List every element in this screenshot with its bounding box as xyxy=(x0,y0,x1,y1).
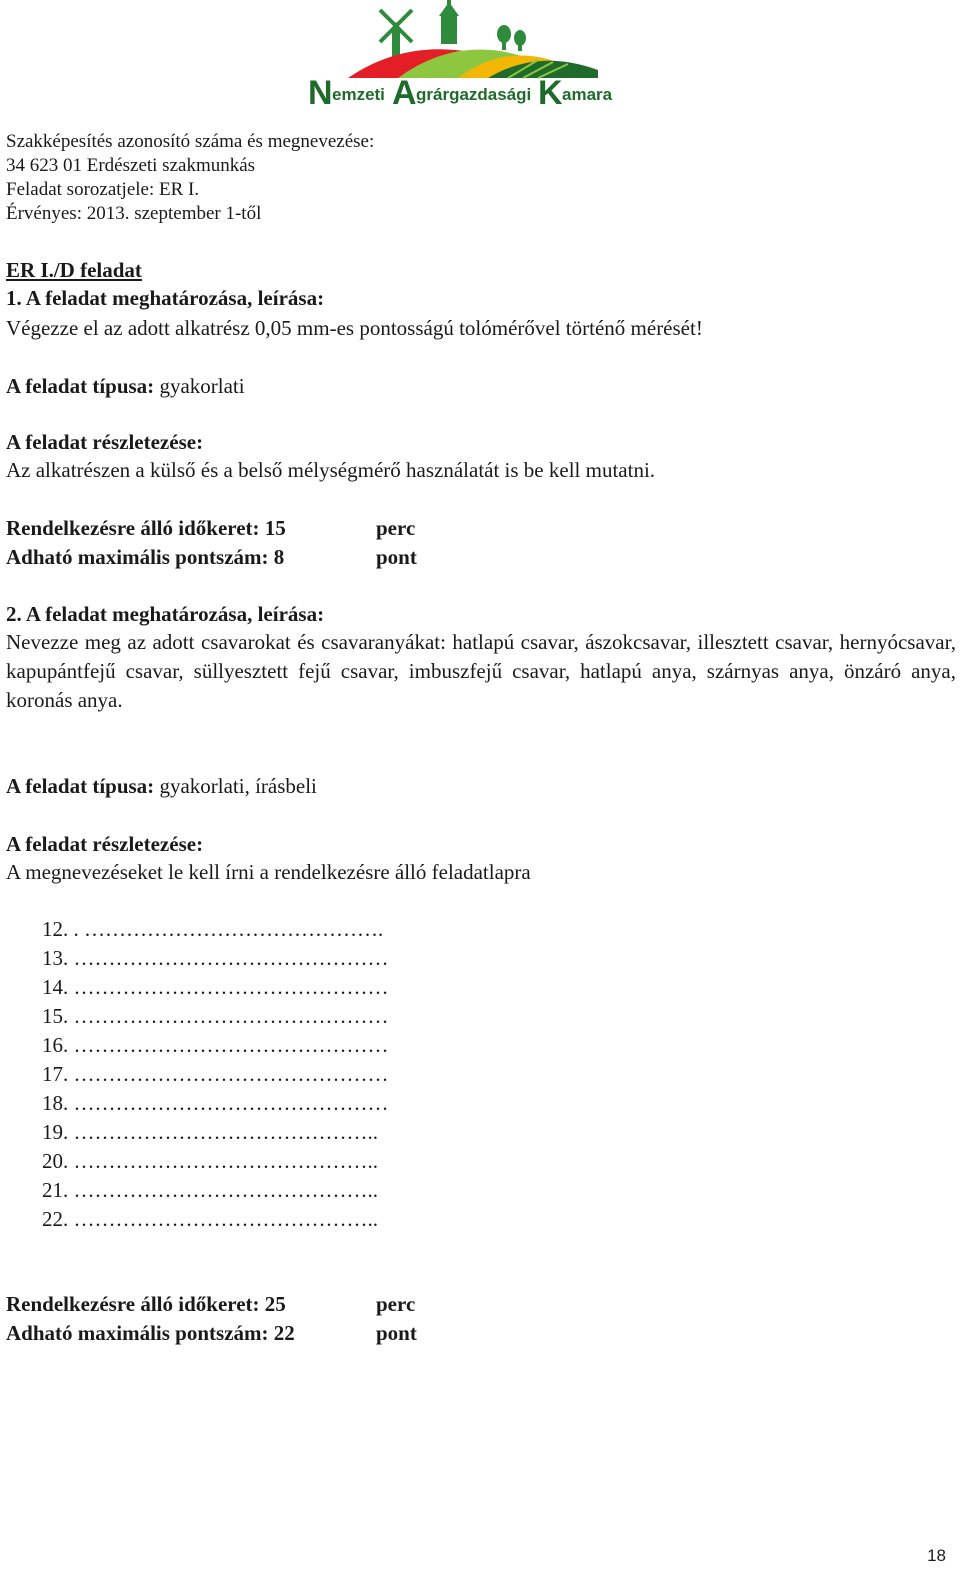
section-2-text: Nevezze meg az adott csavarokat és csavaranyákat: hatlapú csavar, ászokcsavar, illesztett csavar, hernyócsavar, kapupántfejű csavar, süllyesztett fejű csavar, imbuszfejű csavar, hatlapú anya, szárnyas anya, önzáró anya, koronás anya. xyxy=(6,630,956,712)
section-2-time-unit: perc xyxy=(376,1292,416,1316)
nak-logo xyxy=(308,0,632,110)
list-item: 12. . ……………………………………. xyxy=(42,917,384,941)
nak-logo-graphic xyxy=(308,0,632,110)
logo-letter-k: K xyxy=(538,74,563,110)
section-1-type-label: A feladat típusa: xyxy=(6,374,155,398)
list-item: 19. …………………………………….. xyxy=(42,1120,378,1144)
header-line-4: Érvényes: 2013. szeptember 1-től xyxy=(6,203,262,224)
list-item: 17. ……………………………………… xyxy=(42,1062,389,1086)
logo-word-amara: amara xyxy=(562,85,613,104)
section-1-type xyxy=(6,372,245,400)
list-item: 21. …………………………………….. xyxy=(42,1178,378,1202)
header-line-1: Szakképesítés azonosító száma és megnevezése: xyxy=(6,131,375,152)
trees-icon xyxy=(497,25,526,51)
section-1-time-unit: perc xyxy=(376,516,416,540)
logo-word-emzeti: emzeti xyxy=(332,85,385,104)
logo-word-grargazdasagi: grárgazdasági xyxy=(416,85,532,104)
section-1-text: Végezze el az adott alkatrész 0,05 mm-es pontosságú tolómérővel történő mérését! xyxy=(6,316,703,340)
section-2-detail-text: A megnevezéseket le kell írni a rendelkezésre álló feladatlapra xyxy=(6,860,531,884)
logo-letter-n: N xyxy=(308,74,333,110)
header-line-2: 34 623 01 Erdészeti szakmunkás xyxy=(6,155,256,176)
section-1-detail-text: Az alkatrészen a külső és a belső mélységmérő használatát is be kell mutatni. xyxy=(6,458,656,482)
list-item: 14. ……………………………………… xyxy=(42,975,389,999)
section-1-type-value: gyakorlati xyxy=(154,374,245,398)
task-title: ER I./D feladat xyxy=(6,258,142,282)
list-item: 20. …………………………………….. xyxy=(42,1149,378,1173)
list-item: 15. ……………………………………… xyxy=(42,1004,389,1028)
church-icon xyxy=(439,0,459,44)
section-2-points-label: Adható maximális pontszám: 22 xyxy=(6,1321,295,1345)
header-line-3: Feladat sorozatjele: ER I. xyxy=(6,179,200,200)
section-1-heading: 1. A feladat meghatározása, leírása: xyxy=(6,286,325,310)
logo-letter-a: A xyxy=(392,74,417,110)
section-1-points-label: Adható maximális pontszám: 8 xyxy=(6,545,285,569)
list-item: 22. …………………………………….. xyxy=(42,1207,378,1231)
list-item: 16. ……………………………………… xyxy=(42,1033,389,1057)
list-item: 18. ……………………………………… xyxy=(42,1091,389,1115)
list-item: 13. ……………………………………… xyxy=(42,946,389,970)
section-2-heading: 2. A feladat meghatározása, leírása: xyxy=(6,602,325,626)
section-1-time-label: Rendelkezésre álló időkeret: 15 xyxy=(6,516,286,540)
section-2-type xyxy=(6,772,317,800)
section-2-points-unit: pont xyxy=(376,1321,417,1345)
section-1-detail-label: A feladat részletezése: xyxy=(6,430,204,454)
page-number: 18 xyxy=(927,1546,946,1565)
windmill-icon xyxy=(380,10,412,58)
section-2-time-label: Rendelkezésre álló időkeret: 25 xyxy=(6,1292,286,1316)
section-2-type-value: gyakorlati, írásbeli xyxy=(154,774,317,798)
section-2-detail-label: A feladat részletezése: xyxy=(6,832,204,856)
section-1-points-unit: pont xyxy=(376,545,417,569)
section-2-type-label: A feladat típusa: xyxy=(6,774,155,798)
